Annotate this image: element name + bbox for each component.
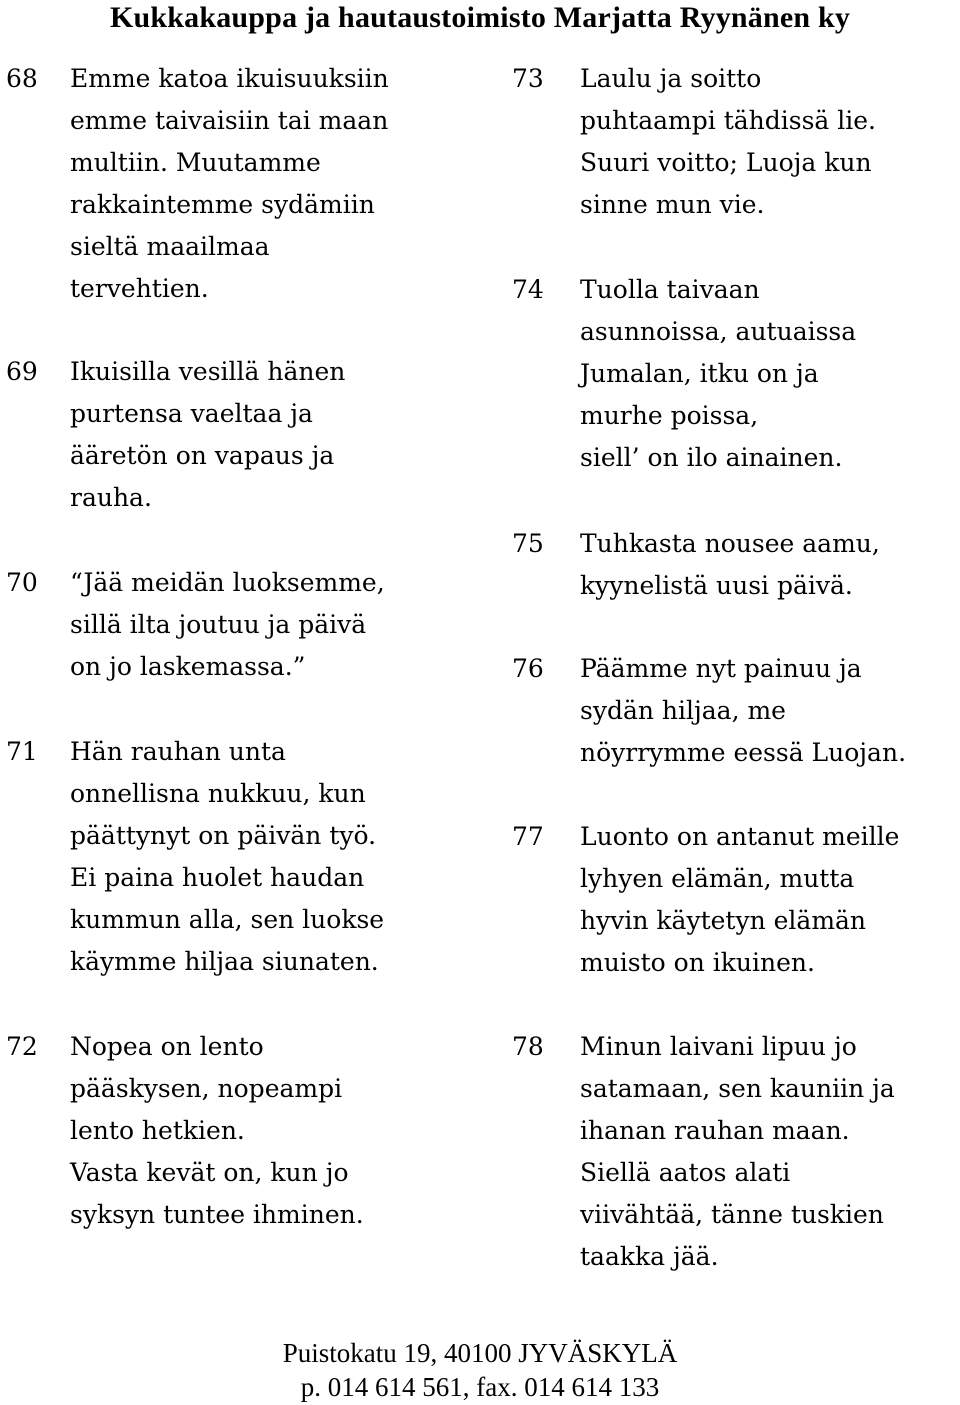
verse-line: Suuri voitto; Luoja kun: [580, 148, 872, 177]
verse-line: kyynelistä uusi päivä.: [580, 571, 853, 600]
verse-line: murhe poissa,: [580, 401, 759, 430]
verse-line: viivähtää, tänne tuskien: [580, 1200, 884, 1229]
verse-number: 74: [512, 275, 544, 304]
verse-number: 71: [6, 737, 38, 766]
verse-line: rakkaintemme sydämiin: [70, 190, 375, 219]
verse-line: satamaan, sen kauniin ja: [580, 1074, 895, 1103]
verse-line: on jo laskemassa.”: [70, 652, 306, 681]
verse-line: Nopea on lento: [70, 1032, 264, 1061]
verse-line: lyhyen elämän, mutta: [580, 864, 855, 893]
verse-number: 69: [6, 357, 38, 386]
verse-line: Siellä aatos alati: [580, 1158, 791, 1187]
footer-address: Puistokatu 19, 40100 JYVÄSKYLÄ: [282, 1338, 678, 1368]
verse-line: Emme katoa ikuisuuksiin: [70, 64, 389, 93]
page-title: Kukkakauppa ja hautaustoimisto Marjatta Ryynänen ky: [109, 1, 851, 34]
verse-line: ääretön on vapaus ja: [70, 441, 335, 470]
verse-number: 75: [512, 529, 544, 558]
verse-line: Vasta kevät on, kun jo: [70, 1158, 349, 1187]
verse-line: sydän hiljaa, me: [580, 696, 786, 725]
verse-line: purtensa vaeltaa ja: [70, 399, 313, 428]
verse-line: rauha.: [70, 483, 152, 512]
verse-number: 73: [512, 64, 544, 93]
verse-line: hyvin käytetyn elämän: [580, 906, 867, 935]
verse-line: Minun laivani lipuu jo: [580, 1032, 857, 1061]
verse-line: ihanan rauhan maan.: [580, 1116, 850, 1145]
verse-line: muisto on ikuinen.: [580, 948, 815, 977]
verse-line: tervehtien.: [70, 274, 209, 303]
verse-line: päättynyt on päivän työ.: [70, 821, 377, 850]
verse-line: puhtaampi tähdissä lie.: [580, 106, 877, 135]
verse-line: asunnoissa, autuaissa: [580, 317, 857, 346]
verse-line: käymme hiljaa siunaten.: [70, 947, 379, 976]
verse-line: lento hetkien.: [70, 1116, 245, 1145]
footer-contact: p. 014 614 561, fax. 014 614 133: [300, 1372, 660, 1402]
verse-line: kummun alla, sen luokse: [70, 905, 385, 934]
verse-line: siell’ on ilo ainainen.: [580, 443, 843, 472]
verse-number: 70: [6, 568, 38, 597]
verse-line: sieltä maailmaa: [70, 232, 270, 261]
verse-line: Tuhkasta nousee aamu,: [580, 529, 880, 558]
verse-line: “Jää meidän luoksemme,: [70, 568, 385, 597]
verse-number: 72: [6, 1032, 38, 1061]
verse-number: 78: [512, 1032, 544, 1061]
verse-number: 77: [512, 822, 544, 851]
verse-line: Laulu ja soitto: [580, 64, 762, 93]
verse-line: taakka jää.: [580, 1242, 719, 1271]
verse-line: sinne mun vie.: [580, 190, 765, 219]
verse-line: onnellisna nukkuu, kun: [70, 779, 366, 808]
verse-line: Ikuisilla vesillä hänen: [70, 357, 346, 386]
verse-line: multiin. Muutamme: [70, 148, 321, 177]
verse-line: Jumalan, itku on ja: [580, 359, 819, 388]
verse-line: nöyrrymme eessä Luojan.: [580, 738, 907, 767]
verse-number: 68: [6, 64, 38, 93]
verse-line: Ei paina huolet haudan: [70, 863, 365, 892]
verse-line: Luonto on antanut meille: [580, 822, 900, 851]
verse-line: Päämme nyt painuu ja: [580, 654, 862, 683]
verse-line: syksyn tuntee ihminen.: [70, 1200, 364, 1229]
verse-line: Hän rauhan unta: [70, 737, 286, 766]
verse-line: sillä ilta joutuu ja päivä: [70, 610, 367, 639]
verse-line: emme taivaisiin tai maan: [70, 106, 389, 135]
verse-line: pääskysen, nopeampi: [70, 1074, 343, 1103]
verse-line: Tuolla taivaan: [580, 275, 760, 304]
verse-number: 76: [512, 654, 544, 683]
